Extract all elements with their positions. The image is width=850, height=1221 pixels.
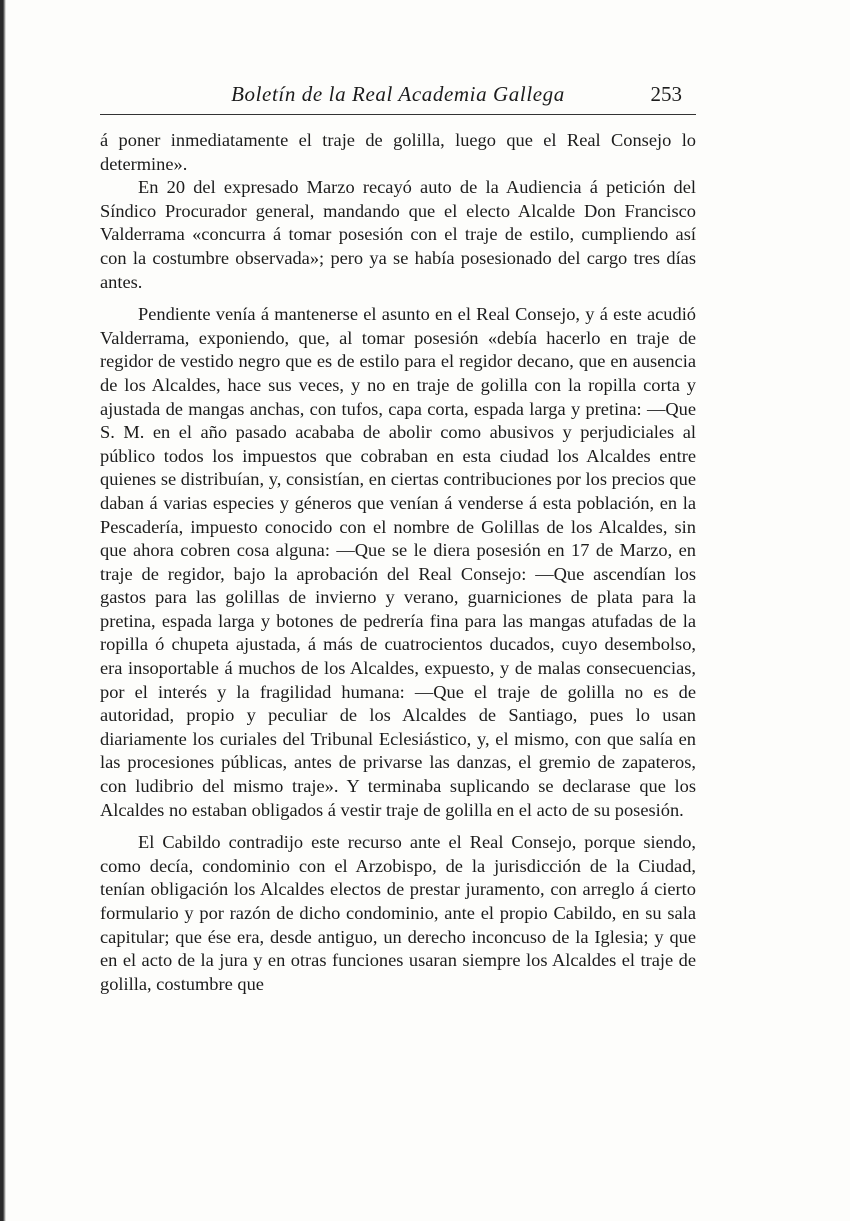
document-page: [100, 78, 696, 1005]
journal-title: Boletín de la Real Academia Gallega: [231, 82, 565, 106]
running-header: [100, 78, 696, 114]
body-text: [100, 129, 696, 996]
paragraph: En 20 del expresado Marzo recayó auto de la Audiencia á petición del Síndico Procurador general, mandando que el electo Alcalde Don Francisco Valderrama «concurra á tomar posesión con el traje de estilo, cumpliendo así con la costumbre observada»; pero ya se había posesionado del cargo tres días antes.: [100, 177, 696, 292]
paragraph: El Cabildo contradijo este recurso ante el Real Consejo, porque siendo, como decía, condominio con el Arzobispo, de la jurisdicción de la Ciudad, tenían obligación los Alcaldes electos de prestar juramento, con arreglo á cierto formulario y por razón de dicho condominio, ante el propio Cabildo, en su sala capitular; que ése era, desde antiguo, un derecho inconcuso de la Iglesia; y que en el acto de la jura y en otras funciones usaran siempre los Alcaldes el traje de golilla, costumbre que: [100, 832, 696, 994]
header-rule: [100, 114, 696, 115]
scan-left-edge: [0, 0, 6, 1221]
page-number: 253: [650, 82, 682, 106]
paragraph: Pendiente venía á mantenerse el asunto en el Real Consejo, y á este acudió Valderrama, exponiendo, que, al tomar posesión «debía hacerlo en traje de regidor de vestido negro que es de estilo para el regidor decano, que en ausencia de los Alcaldes, hace sus veces, y no en traje de golilla con la ropilla corta y ajustada de mangas anchas, con tufos, capa corta, espada larga y pretina: —Que S. M. en el año pasado acababa de abolir como abusivos y perjudiciales al público todos los impuestos que cobraban en esta ciudad los Alcaldes entre quienes se distribuían, y, consistían, en ciertas contribuciones por los precios que daban á varias especies y géneros que venían á venderse á esta población, en la Pescadería, impuesto conocido con el nombre de Golillas de los Alcaldes, sin que ahora cobren cosa alguna: —Que se le diera posesión en 17 de Marzo, en traje de regidor, bajo la aprobación del Real Consejo: —Que ascendían los gastos para las golillas de invierno y verano, guarniciones de plata para la pretina, espada larga y botones de pedrería fina para las mangas atufadas de la ropilla ó chupeta ajustada, á más de cuatrocientos ducados, cuyo desembolso, era insoportable á muchos de los Alcaldes, expuesto, y de malas consecuencias, por el interés y la fragilidad humana: —Que el traje de golilla no es de autoridad, propio y peculiar de los Alcaldes de Santiago, pues lo usan diariamente los curiales del Tribunal Eclesiástico, y, el mismo, con que salía en las procesiones públicas, antes de privarse las danzas, el gremio de zapateros, con ludibrio del mismo traje». Y terminaba suplicando se declarase que los Alcaldes no estaban obligados á vestir traje de golilla en el acto de su posesión.: [100, 304, 696, 820]
paragraph-continuation: á poner inmediatamente el traje de golilla, luego que el Real Consejo lo determine».: [100, 130, 696, 174]
